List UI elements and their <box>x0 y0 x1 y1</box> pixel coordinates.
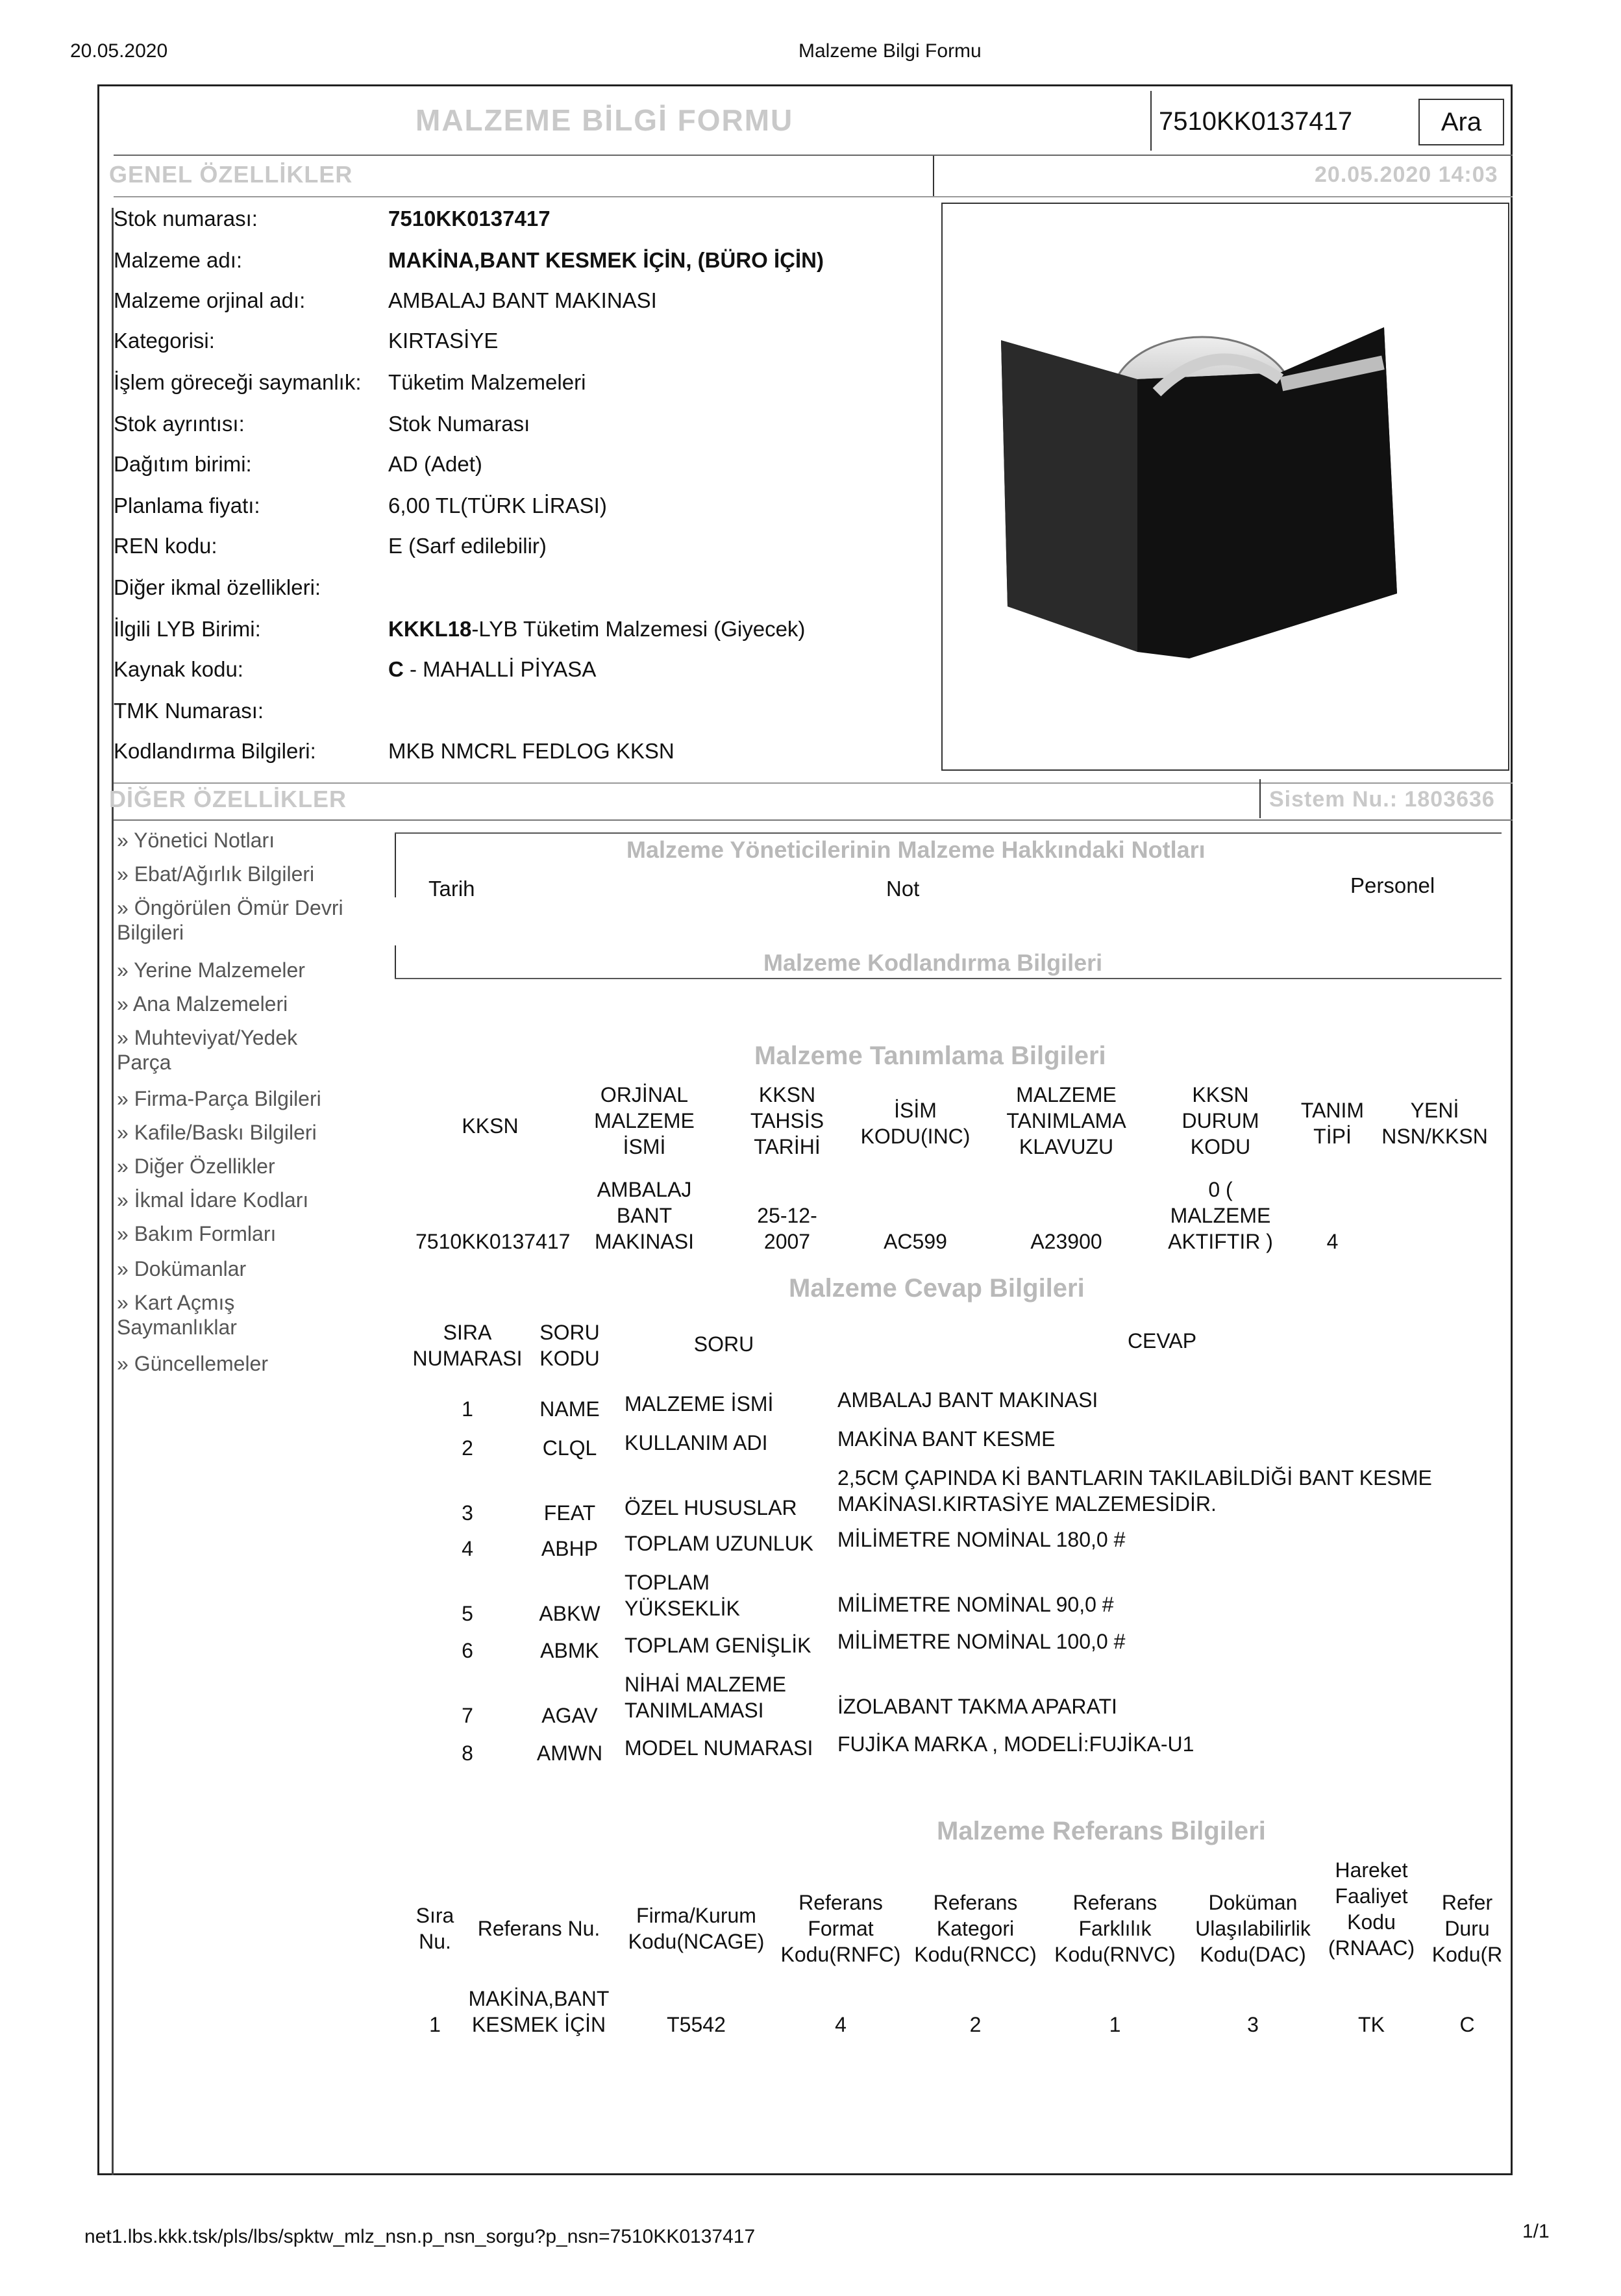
side-menu-item[interactable]: Bilgileri <box>117 921 184 944</box>
cell-line: A23900 <box>1030 1230 1102 1253</box>
references-cell <box>461 1986 617 2038</box>
general-label: Planlama fiyatı: <box>114 493 260 518</box>
cell-line: NSN/KKSN <box>1381 1125 1488 1148</box>
general-label: REN kodu: <box>114 534 217 558</box>
cell-line: KKSN <box>1192 1083 1249 1106</box>
general-label: Malzeme adı: <box>114 248 243 272</box>
general-label: Kodlandırma Bilgileri: <box>114 739 316 763</box>
answers-row-question <box>625 1495 831 1521</box>
references-cell <box>409 2012 461 2038</box>
answers-row-answer <box>837 1628 1493 1654</box>
general-value-code: C <box>388 657 404 681</box>
cell-line: Kodu(DAC) <box>1200 1943 1306 1966</box>
notes-col-person: Personel <box>1350 873 1435 897</box>
general-value: Tüketim Malzemeleri <box>388 370 586 394</box>
answers-row-answer <box>837 1693 1493 1719</box>
cell-line: 4 <box>1326 1230 1339 1253</box>
cell-line: TOPLAM UZUNLUK <box>625 1532 814 1555</box>
cell-line: Format <box>808 1917 874 1940</box>
answers-header-answer: CEVAP <box>1127 1329 1197 1353</box>
cell-line: İZOLABANT TAKMA APARATI <box>837 1695 1117 1718</box>
answers-row-no: 8 <box>462 1741 473 1765</box>
cell-line: 2 <box>969 2013 982 2036</box>
answers-row-question <box>625 1735 831 1761</box>
cell-line: AC599 <box>884 1230 947 1253</box>
cell-line: MALZEME <box>594 1109 695 1132</box>
cell-line: FUJİKA MARKA , MODELİ:FUJİKA-U1 <box>837 1732 1194 1756</box>
cell-line: AKTIFTIR ) <box>1168 1230 1273 1253</box>
cell-line: Hareket <box>1335 1858 1408 1882</box>
cell-line: MİLİMETRE NOMİNAL 180,0 # <box>837 1528 1126 1551</box>
tape-dispenser-icon <box>943 204 1508 769</box>
answers-row-question <box>625 1391 831 1417</box>
cell-line: KODU <box>1190 1135 1251 1158</box>
cell-line: 1 <box>429 2013 441 2036</box>
references-header <box>1185 1890 1321 1967</box>
cell-line: SIRA <box>443 1321 492 1344</box>
general-value <box>388 657 596 682</box>
answers-row-no: 7 <box>462 1704 473 1727</box>
answers-row-question <box>625 1569 831 1621</box>
side-menu-item[interactable]: » Bakım Formları <box>117 1222 277 1245</box>
general-label: Dağıtım birimi: <box>114 452 252 476</box>
cell-line: Kodu(NCAGE) <box>628 1930 765 1953</box>
identification-header <box>565 1082 724 1160</box>
references-header <box>617 1903 776 1954</box>
form-title: MALZEME BİLGİ FORMU <box>415 103 794 137</box>
references-header <box>1321 1857 1422 1961</box>
answers-row-question <box>625 1671 831 1723</box>
identification-cell <box>980 1229 1152 1254</box>
answers-row-code: AMWN <box>536 1741 603 1765</box>
cell-line: ÖZEL HUSUSLAR <box>625 1496 797 1519</box>
page-number: 1/1 <box>1522 2221 1550 2242</box>
identification-header <box>1376 1097 1493 1149</box>
side-menu-item[interactable]: » Firma-Parça Bilgileri <box>117 1087 321 1110</box>
cell-line: MAKİNA,BANT <box>468 1987 610 2010</box>
answers-row-answer <box>837 1527 1493 1553</box>
cell-line: YENİ <box>1410 1099 1459 1122</box>
identification-header <box>415 1113 565 1139</box>
cell-line: TANIM <box>1300 1099 1365 1122</box>
answers-row-no: 2 <box>462 1436 473 1460</box>
cell-line: TARİHİ <box>754 1135 821 1158</box>
cell-line: Kodu <box>1347 1910 1396 1934</box>
coding-title: Malzeme Kodlandırma Bilgileri <box>763 949 1103 976</box>
identification-title: Malzeme Tanımlama Bilgileri <box>754 1042 1106 1070</box>
answers-row-question <box>625 1530 831 1556</box>
search-button[interactable]: Ara <box>1418 99 1504 145</box>
system-number: Sistem Nu.: 1803636 <box>1269 787 1495 812</box>
cell-line: İSMİ <box>623 1135 666 1158</box>
cell-line: 4 <box>835 2013 847 2036</box>
references-header <box>409 1903 461 1954</box>
cell-line: MALZEME <box>1016 1083 1117 1106</box>
cell-line: 2007 <box>763 1230 811 1253</box>
answers-row-code: ABHP <box>541 1537 599 1560</box>
cell-line: Referans <box>1072 1891 1157 1914</box>
search-input[interactable]: 7510KK0137417 <box>1159 107 1353 136</box>
cell-line: C <box>1459 2013 1475 2036</box>
general-label: Stok ayrıntısı: <box>114 412 245 436</box>
answers-row-answer <box>837 1591 1493 1617</box>
cell-line: MİLİMETRE NOMİNAL 100,0 # <box>837 1630 1126 1653</box>
general-label: İlgili LYB Birimi: <box>114 617 261 641</box>
general-label: Malzeme orjinal adı: <box>114 288 306 312</box>
cell-line: Ulaşılabilirlik <box>1195 1917 1311 1940</box>
cell-line: KODU <box>539 1347 600 1370</box>
cell-line: KESMEK İÇİN <box>471 2013 606 2036</box>
answers-row-code: CLQL <box>542 1436 597 1460</box>
general-value-code: KKKL18 <box>388 617 472 641</box>
notes-col-note: Not <box>886 877 920 901</box>
cell-line: ORJİNAL <box>600 1083 689 1106</box>
side-menu-item[interactable]: » Yönetici Notları <box>117 829 275 852</box>
cell-line: NİHAİ MALZEME <box>625 1673 786 1696</box>
general-value: 7510KK0137417 <box>388 206 551 231</box>
answers-row-no: 5 <box>462 1602 473 1625</box>
timestamp: 20.05.2020 14:03 <box>1315 162 1498 187</box>
references-header <box>1422 1890 1513 1967</box>
cell-line: Faaliyet <box>1335 1884 1408 1908</box>
side-menu-item[interactable]: » İkmal İdare Kodları <box>117 1188 309 1212</box>
cell-line: KLAVUZU <box>1019 1135 1114 1158</box>
identification-cell <box>1152 1177 1289 1254</box>
side-menu-item[interactable]: » Dokümanlar <box>117 1257 247 1280</box>
cell-line: MİLİMETRE NOMİNAL 90,0 # <box>837 1593 1114 1616</box>
cell-line: Sıra <box>415 1904 454 1927</box>
side-menu-item[interactable]: » Güncellemeler <box>117 1352 268 1375</box>
print-title: Malzeme Bilgi Formu <box>798 40 982 62</box>
side-menu-item[interactable]: » Yerine Malzemeler <box>117 958 305 982</box>
references-cell <box>776 2012 906 2038</box>
side-menu-item[interactable]: Parça <box>117 1051 171 1074</box>
section-general: GENEL ÖZELLİKLER <box>109 161 353 188</box>
cell-line: T5542 <box>667 2013 726 2036</box>
cell-line: 3 <box>1247 2013 1259 2036</box>
cell-line: Doküman <box>1208 1891 1298 1914</box>
general-value: MAKİNA,BANT KESMEK İÇİN, (BÜRO İÇİN) <box>388 248 824 272</box>
cell-line: MAKINASI <box>595 1230 694 1253</box>
identification-header <box>850 1097 980 1149</box>
answers-row-no: 1 <box>462 1397 473 1421</box>
cell-line: KKSN <box>462 1114 519 1138</box>
side-menu-item[interactable]: » Kart Açmış <box>117 1291 235 1314</box>
cell-line: MODEL NUMARASI <box>625 1736 813 1760</box>
cell-line: TAHSİS <box>750 1109 824 1132</box>
identification-cell <box>724 1203 850 1254</box>
cell-line: 25-12- <box>757 1204 817 1227</box>
answers-row-no: 6 <box>462 1639 473 1662</box>
answers-row-question <box>625 1632 831 1658</box>
answers-row-code: AGAV <box>541 1704 598 1727</box>
general-label: Diğer ikmal özellikleri: <box>114 575 321 599</box>
cell-line: BANT <box>616 1204 673 1227</box>
identification-header <box>1289 1097 1376 1149</box>
references-cell <box>617 2012 776 2038</box>
cell-line: MALZEME <box>1170 1204 1271 1227</box>
cell-line: Referans Nu. <box>477 1917 600 1940</box>
print-date: 20.05.2020 <box>70 40 168 62</box>
answers-header-no <box>412 1319 523 1371</box>
identification-cell <box>1289 1229 1376 1254</box>
answers-header-question: SORU <box>693 1332 754 1356</box>
cell-line: Referans <box>798 1891 883 1914</box>
cell-line: Kodu(RNFC) <box>780 1943 901 1966</box>
side-menu-item[interactable]: Saymanlıklar <box>117 1316 237 1339</box>
cell-line: TİPİ <box>1313 1125 1352 1148</box>
cell-line: Firma/Kurum <box>636 1904 756 1927</box>
cell-line: AMBALAJ <box>597 1178 692 1201</box>
answers-header-code <box>523 1319 617 1371</box>
general-value: AD (Adet) <box>388 452 482 476</box>
cell-line: (RNAAC) <box>1328 1936 1415 1960</box>
cell-line: Kodu(RNVC) <box>1054 1943 1176 1966</box>
side-menu-item[interactable]: » Diğer Özellikler <box>117 1154 275 1178</box>
answers-row-answer <box>837 1387 1493 1413</box>
references-header <box>776 1890 906 1967</box>
general-value <box>388 617 805 642</box>
references-cell <box>1185 2012 1321 2038</box>
cell-line: KULLANIM ADI <box>625 1431 768 1454</box>
general-value: MKB NMCRL FEDLOG KKSN <box>388 739 674 763</box>
references-cell <box>1045 2012 1185 2038</box>
cell-line: MAKİNA BANT KESME <box>837 1427 1056 1451</box>
cell-line: TOPLAM GENİŞLİK <box>625 1634 811 1657</box>
cell-line: KKSN <box>758 1083 816 1106</box>
answers-row-code: NAME <box>539 1397 600 1421</box>
references-header <box>1045 1890 1185 1967</box>
answers-row-answer <box>837 1731 1493 1757</box>
cell-line: NUMARASI <box>412 1347 523 1370</box>
identification-cell <box>415 1229 571 1254</box>
references-cell <box>1422 2012 1513 2038</box>
answers-row-no: 4 <box>462 1537 473 1560</box>
identification-header <box>980 1082 1152 1160</box>
cell-line: TANIMLAMASI <box>625 1699 764 1722</box>
general-value: Stok Numarası <box>388 412 530 436</box>
references-header <box>461 1915 617 1941</box>
answers-row-code: FEAT <box>543 1501 596 1525</box>
cell-line: Kategori <box>936 1917 1015 1940</box>
cell-line: İSİM <box>894 1099 937 1122</box>
references-cell <box>1321 2012 1422 2038</box>
side-menu-item[interactable]: » Öngörülen Ömür Devri <box>117 896 343 919</box>
product-image-frame <box>941 203 1509 771</box>
cell-line: SORU <box>539 1321 600 1344</box>
cell-line: Refer <box>1441 1891 1493 1914</box>
answers-row-no: 3 <box>462 1501 473 1525</box>
cell-line: AMBALAJ BANT MAKINASI <box>837 1388 1098 1412</box>
cell-line: TANIMLAMA <box>1006 1109 1126 1132</box>
notes-title: Malzeme Yöneticilerinin Malzeme Hakkındaki Notları <box>626 836 1206 863</box>
cell-line: Kodu(R <box>1431 1943 1503 1966</box>
general-label: Stok numarası: <box>114 206 258 231</box>
references-title: Malzeme Referans Bilgileri <box>937 1817 1266 1845</box>
cell-line: Referans <box>933 1891 1018 1914</box>
answers-row-question <box>625 1430 831 1456</box>
cell-line: 2,5CM ÇAPINDA Kİ BANTLARIN TAKILABİLDİĞİ BANT KESME <box>837 1466 1432 1490</box>
cell-line: 7510KK0137417 <box>415 1230 571 1253</box>
identification-header <box>1152 1082 1289 1160</box>
references-cell <box>906 2012 1045 2038</box>
answers-row-answer <box>837 1426 1493 1452</box>
identification-header <box>724 1082 850 1160</box>
cell-line: MALZEME İSMİ <box>625 1392 774 1416</box>
general-label: Kaynak kodu: <box>114 657 243 681</box>
general-label: Kategorisi: <box>114 329 215 353</box>
general-value-text: - MAHALLİ PİYASA <box>403 657 597 681</box>
identification-cell <box>565 1177 724 1254</box>
cell-line: Kodu(RNCC) <box>914 1943 1037 1966</box>
cell-line: Nu. <box>419 1930 451 1953</box>
cell-line: 1 <box>1109 2013 1121 2036</box>
cell-line: Duru <box>1444 1917 1490 1940</box>
general-value: E (Sarf edilebilir) <box>388 534 547 558</box>
cell-line: 0 ( <box>1208 1178 1233 1201</box>
answers-row-code: ABKW <box>539 1602 600 1625</box>
cell-line: Farklılık <box>1078 1917 1152 1940</box>
cell-line: MAKİNASI.KIRTASİYE MALZEMESİDİR. <box>837 1492 1217 1516</box>
section-other: DİĞER ÖZELLİKLER <box>109 786 347 812</box>
cell-line: KODU(INC) <box>860 1125 971 1148</box>
print-url: net1.lbs.kkk.tsk/pls/lbs/spktw_mlz_nsn.p_nsn_sorgu?p_nsn=7510KK0137417 <box>84 2226 756 2247</box>
general-value: AMBALAJ BANT MAKINASI <box>388 288 657 312</box>
answers-title: Malzeme Cevap Bilgileri <box>789 1274 1085 1303</box>
answers-row-answer <box>837 1465 1493 1517</box>
cell-line: DURUM <box>1182 1109 1259 1132</box>
cell-line: TOPLAM <box>625 1571 710 1594</box>
general-value: 6,00 TL(TÜRK LİRASI) <box>388 493 607 518</box>
side-menu-item[interactable]: » Ebat/Ağırlık Bilgileri <box>117 862 315 886</box>
general-label: TMK Numarası: <box>114 699 264 723</box>
identification-cell <box>850 1229 980 1254</box>
side-menu-item[interactable]: » Muhteviyat/Yedek <box>117 1026 298 1049</box>
general-value: KIRTASİYE <box>388 329 499 353</box>
side-menu-item[interactable]: » Kafile/Baskı Bilgileri <box>117 1121 317 1144</box>
cell-line: TK <box>1358 2013 1385 2036</box>
cell-line: YÜKSEKLİK <box>625 1597 740 1620</box>
answers-row-code: ABMK <box>540 1639 599 1662</box>
references-header <box>906 1890 1045 1967</box>
notes-col-date: Tarih <box>428 877 475 901</box>
general-value-text: -LYB Tüketim Malzemesi (Giyecek) <box>471 617 806 641</box>
general-label: İşlem göreceği saymanlık: <box>114 370 362 394</box>
side-menu-item[interactable]: » Ana Malzemeleri <box>117 992 288 1016</box>
